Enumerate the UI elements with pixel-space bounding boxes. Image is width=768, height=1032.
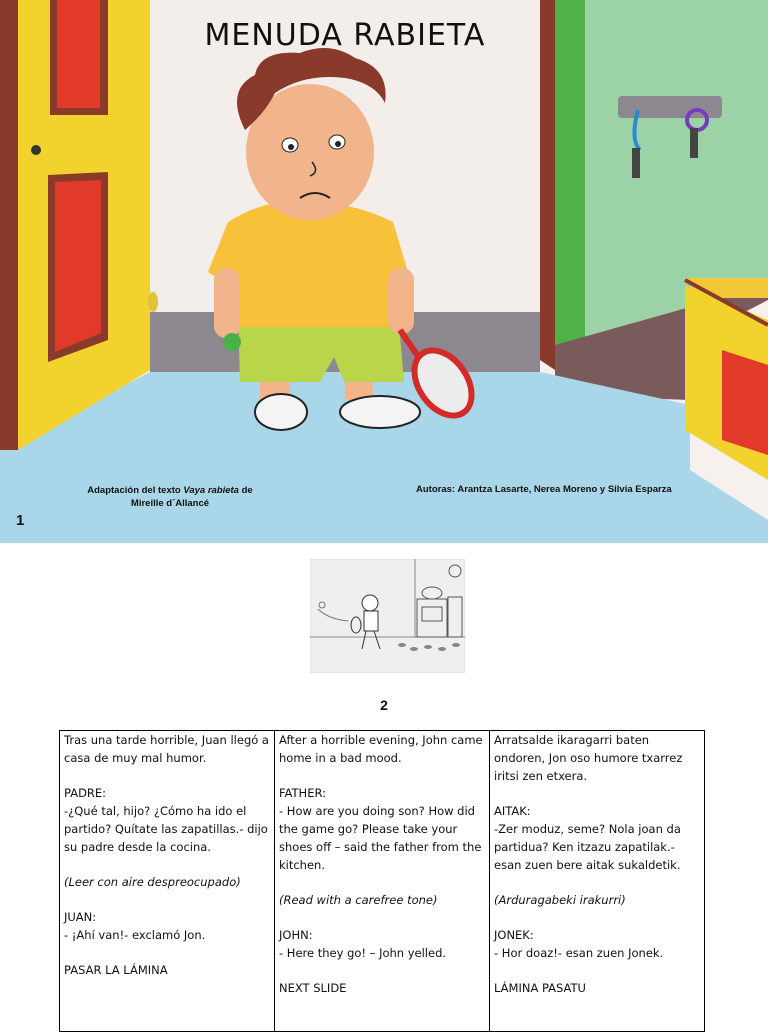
original-author: Mireille d´Allancé <box>130 498 210 509</box>
slide-instruction: NEXT SLIDE <box>279 981 347 995</box>
narration-text: Tras una tarde horrible, Juan llegó a casa de muy mal humor. <box>64 733 269 765</box>
speaker-label: AITAK: <box>494 804 531 818</box>
stage-direction: (Read with a carefree tone) <box>279 893 438 907</box>
adaptation-suffix: de <box>238 485 253 496</box>
dialogue-text: -Zer moduz, seme? Nola joan da partidua? Ken itzazu zapatilak.- esan zuen bere aitak sukaldetik. <box>494 822 681 872</box>
adaptation-prefix: Adaptación del texto <box>87 485 184 496</box>
trilingual-script-table <box>59 730 705 1032</box>
stage-direction: (Arduragabeki irakurri) <box>494 893 626 907</box>
slide-instruction: PASAR LA LÁMINA <box>64 963 168 977</box>
narration-text: After a horrible evening, John came home in a bad mood. <box>279 733 483 765</box>
column-basque <box>490 731 705 1032</box>
slide-instruction: LÁMINA PASATU <box>494 981 586 995</box>
column-spanish <box>60 731 275 1032</box>
authors-credit: Autoras: Arantza Lasarte, Nerea Moreno y Silvia Esparza <box>416 484 672 495</box>
table-row <box>60 731 705 1032</box>
speaker-label: PADRE: <box>64 786 107 800</box>
dialogue-text: - Here they go! – John yelled. <box>279 946 447 960</box>
page-number: 2 <box>380 697 388 713</box>
dialogue-text: - ¡Ahí van!- exclamó Jon. <box>64 928 206 942</box>
dialogue-text: - How are you doing son? How did the game go? Please take your shoes off – said the father from the kitchen. <box>279 804 482 872</box>
adaptation-credit <box>60 484 280 510</box>
original-title: Vaya rabieta <box>183 485 239 496</box>
speaker-label: JONEK: <box>494 928 534 942</box>
speaker-label: JOHN: <box>279 928 313 942</box>
speaker-label: FATHER: <box>279 786 326 800</box>
stage-direction: (Leer con aire despreocupado) <box>64 875 241 889</box>
book-title: MENUDA RABIETA <box>204 18 486 53</box>
slide-thumbnail <box>310 559 465 673</box>
column-english <box>275 731 490 1032</box>
narration-text: Arratsalde ikaragarri baten ondoren, Jon oso humore txarrez iritsi zen etxera. <box>494 733 683 783</box>
dialogue-text: -¿Qué tal, hijo? ¿Cómo ha ido el partido? Quítate las zapatillas.- dijo su padre desde la cocina. <box>64 804 268 854</box>
dialogue-text: - Hor doaz!- esan zuen Jonek. <box>494 946 664 960</box>
speaker-label: JUAN: <box>64 910 97 924</box>
page-number: 1 <box>16 512 25 529</box>
